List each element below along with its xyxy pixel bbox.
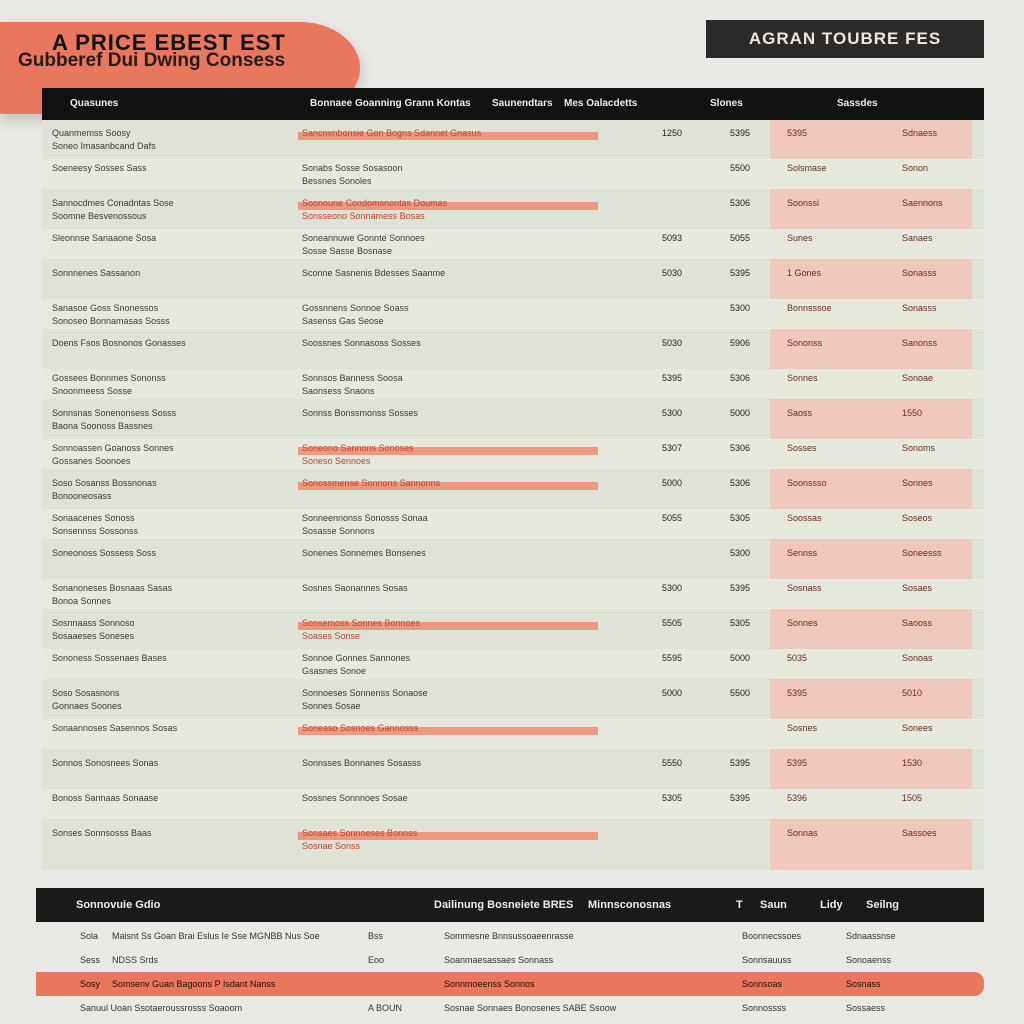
table-cell: Sonneennonss Sonosss Sonaa — [302, 513, 428, 523]
table-cell: Sonnsos Banness Soosa — [302, 373, 403, 383]
table-cell: 5306 — [730, 478, 751, 488]
table-cell: 5305 — [730, 513, 751, 523]
footer-cell: Sola — [80, 931, 99, 941]
table-cell: 5055 — [730, 233, 751, 243]
footer-row — [36, 996, 984, 1020]
table-row — [42, 439, 984, 469]
footer-cell: Maisnt Ss Goan Brai Eslus Ie Sse MGNBB Nus Soe — [112, 931, 320, 941]
table-header — [42, 88, 984, 120]
table-cell: Saennons — [902, 198, 943, 208]
footer-cell: Sossaess — [846, 1003, 886, 1013]
table-cell: Sonaacenes Sonoss — [52, 513, 135, 523]
table-cell: 5305 — [662, 793, 683, 803]
footer-cell: Sonnmoeenss Sonnos — [444, 979, 535, 989]
table-cell: Sosnae Sonss — [302, 841, 361, 851]
footer-col-header: Saun — [760, 899, 787, 911]
table-cell: Sonnsnas Sonenonsess Sosss — [52, 408, 177, 418]
table-row — [42, 474, 984, 504]
table-cell: Soneaso Sosnoes Gannosss — [302, 723, 419, 733]
price-table — [42, 88, 984, 870]
table-row — [42, 369, 984, 399]
footer-cell: Somsenv Guan Bagoons P Isdant Nanss — [112, 979, 276, 989]
table-cell: Sosses — [787, 443, 817, 453]
table-cell: Gsasnes Sonoe — [302, 666, 367, 676]
footer-cell: Sosnass — [846, 979, 881, 989]
footer-col-header: Seilng — [866, 899, 900, 911]
table-cell: Soomne Besvenossous — [52, 211, 147, 221]
page-subtitle: Gubberef Dui Dwing Consess — [18, 50, 286, 71]
table-cell: Sonnnenes Sassanon — [52, 268, 141, 278]
table-cell: Sonses Sonnsosss Baas — [52, 828, 152, 838]
table-row — [42, 579, 984, 609]
table-cell: Quanmemss Soosy — [52, 128, 131, 138]
table-cell: Sonnoe Gonnes Sannones — [302, 653, 411, 663]
table-cell: Sosaes — [902, 583, 933, 593]
table-cell: 5305 — [730, 618, 751, 628]
table-cell: Gonnaes Soones — [52, 701, 122, 711]
table-cell: Sosasse Sonnons — [302, 526, 375, 536]
table-cell: Sosaaeses Soneses — [52, 631, 135, 641]
header-badge: AGRAN TOUBRE FES — [706, 20, 984, 58]
table-row — [42, 229, 984, 259]
table-cell: Bonoss Sannaas Sonaase — [52, 793, 159, 803]
table-cell: 5000 — [730, 408, 751, 418]
table-cell: 5300 — [730, 303, 751, 313]
table-cell: 5306 — [730, 373, 751, 383]
table-cell: Soossas — [787, 513, 822, 523]
table-cell: 5300 — [662, 408, 683, 418]
table-cell: 5306 — [730, 443, 751, 453]
col-header: Quasunes — [70, 98, 119, 109]
table-cell: Sancmmbonsie Gon Bogns Sdannet Gnasus — [302, 128, 482, 138]
table-cell: 5505 — [662, 618, 683, 628]
table-cell: Sonsemoss Sonnes Bonnoes — [302, 618, 421, 628]
table-cell: Sosnes Saonannes Sosas — [302, 583, 408, 593]
table-cell: Sonnas — [787, 828, 818, 838]
table-cell: Sasenss Gas Seose — [302, 316, 384, 326]
table-cell: Snoonmeess Sosse — [52, 386, 133, 396]
table-cell: Sonnoeses Sonnenss Sonaose — [302, 688, 428, 698]
table-cell: 1550 — [902, 408, 923, 418]
table-cell: 5306 — [730, 198, 751, 208]
table-cell: Soonssi — [787, 198, 820, 208]
table-cell: Sannocdmes Conadntas Sose — [52, 198, 174, 208]
table-cell: Soneono Sannons Sonoses — [302, 443, 414, 453]
table-cell: Solsmase — [787, 163, 827, 173]
table-cell: 1530 — [902, 758, 923, 768]
table-row — [42, 824, 984, 854]
footer-cell: Sonoaenss — [846, 955, 892, 965]
table-row — [42, 264, 984, 294]
table-cell: Soneo Imasanbcand Dafs — [52, 141, 156, 151]
table-cell: 5500 — [730, 688, 751, 698]
table-cell: Bonnsssoe — [787, 303, 832, 313]
footer-cell: Sonnsoas — [742, 979, 783, 989]
table-cell: Sosse Sasse Bosnase — [302, 246, 393, 256]
table-cell: Sonon — [902, 163, 929, 173]
table-cell: Soso Sosanss Bossnonas — [52, 478, 157, 488]
table-cell: Sonenes Sonnemes Bonsenes — [302, 548, 426, 558]
table-cell: Sossnes Sonnnoes Sosae — [302, 793, 408, 803]
table-cell: Sonnes — [787, 618, 818, 628]
table-cell: Soases Sonse — [302, 631, 361, 641]
footer-row — [36, 924, 984, 948]
table-cell: 5030 — [662, 338, 683, 348]
table-row — [42, 649, 984, 679]
table-cell: Baona Soonoss Bassnes — [52, 421, 153, 431]
table-cell: Sleonnse Sanaaone Sosa — [52, 233, 157, 243]
table-cell: 5396 — [787, 793, 808, 803]
footer-col-header: Lidy — [820, 899, 843, 911]
table-cell: 5035 — [787, 653, 808, 663]
table-cell: Soso Sosasnons — [52, 688, 120, 698]
table-cell: Sunes — [787, 233, 813, 243]
table-row — [42, 719, 984, 749]
table-cell: Sonnes — [902, 478, 933, 488]
table-cell: Saoss — [787, 408, 813, 418]
table-row — [42, 334, 984, 364]
table-row — [42, 544, 984, 574]
table-cell: Sonsaes Sonnoeses Bonnss — [302, 828, 418, 838]
table-cell: Sonoseo Bonnamasas Sosss — [52, 316, 170, 326]
table-cell: Saooss — [902, 618, 933, 628]
table-cell: 5300 — [730, 548, 751, 558]
table-cell: 5395 — [730, 128, 751, 138]
table-cell: Sonanoneses Bosnaas Sasas — [52, 583, 173, 593]
footer-cell: Sosy — [80, 979, 101, 989]
footer-cell: Sonnsauuss — [742, 955, 792, 965]
footer-cell: Sdnaassnse — [846, 931, 896, 941]
footer-col-header: Sonnovuie Gdio — [76, 899, 161, 911]
col-header: Saunendtars — [492, 98, 553, 109]
table-cell: 5030 — [662, 268, 683, 278]
table-cell: Sonnes — [787, 373, 818, 383]
col-header: Slones — [710, 98, 743, 109]
table-cell: Sonsennss Sossonss — [52, 526, 139, 536]
table-cell: 5093 — [662, 233, 683, 243]
table-row — [42, 614, 984, 644]
table-cell: Soneonoss Sossess Soss — [52, 548, 157, 558]
footer-cell: Soanmaesassaes Sonnass — [444, 955, 554, 965]
table-cell: Sosnes — [787, 723, 818, 733]
table-cell: Bonoa Sonnes — [52, 596, 112, 606]
table-row — [42, 754, 984, 784]
table-cell: Sonossmense Sonnons Sannonns — [302, 478, 441, 488]
col-header: Sassdes — [837, 98, 878, 109]
table-cell: Sennss — [787, 548, 818, 558]
table-cell: 5395 — [662, 373, 683, 383]
table-row — [42, 124, 984, 154]
table-cell: 1 Gones — [787, 268, 822, 278]
table-cell: Sosnnaass Sonnoso — [52, 618, 135, 628]
page-title: A PRICE EBEST EST — [52, 30, 286, 55]
table-cell: 5395 — [730, 268, 751, 278]
footer-cell: Sanuul Uoan Ssotaeroussrosss Soaoom — [80, 1003, 243, 1013]
table-cell: 5395 — [787, 688, 808, 698]
table-cell: Soseos — [902, 513, 933, 523]
table-cell: Soonssso — [787, 478, 827, 488]
table-row — [42, 404, 984, 434]
table-cell: 5000 — [662, 478, 683, 488]
table-cell: Sonnsses Bonnanes Sosasss — [302, 758, 422, 768]
table-cell: Sanaes — [902, 233, 933, 243]
table-row — [42, 789, 984, 819]
table-cell: 5906 — [730, 338, 751, 348]
footer-cell: NDSS Srds — [112, 955, 159, 965]
table-cell: Sconne Sasnenis Bdesses Saanme — [302, 268, 446, 278]
table-cell: 5595 — [662, 653, 683, 663]
table-cell: Bessnes Sonoles — [302, 176, 372, 186]
footer-cell: Sommesne Bnnsussoaeenrasse — [444, 931, 574, 941]
table-row — [42, 194, 984, 224]
table-cell: 5300 — [662, 583, 683, 593]
table-cell: 5395 — [787, 128, 808, 138]
table-cell: 5395 — [787, 758, 808, 768]
table-cell: Sonoae — [902, 373, 934, 383]
col-header: Mes Oalacdetts — [564, 98, 638, 109]
footer-header — [36, 888, 984, 922]
footer-col-header: Dailinung Bosneiete BRES — [434, 899, 574, 911]
table-cell: Sonaannoses Sasennos Sosas — [52, 723, 178, 733]
table-row — [42, 299, 984, 329]
footer-cell: A BOUN — [368, 1003, 403, 1013]
table-cell: Sdnaess — [902, 128, 938, 138]
table-cell: Doens Fsos Bosnonos Gonasses — [52, 338, 186, 348]
table-cell: Gossanes Soonoes — [52, 456, 131, 466]
table-cell: Bonooneosass — [52, 491, 112, 501]
table-cell: 1505 — [902, 793, 923, 803]
table-cell: Sonoms — [902, 443, 936, 453]
table-cell: 1250 — [662, 128, 683, 138]
table-cell: Sonoas — [902, 653, 933, 663]
table-cell: Sanonss — [902, 338, 938, 348]
table-cell: Saonsess Snaons — [302, 386, 375, 396]
table-cell: Soneannuwe Gonnte Sonnoes — [302, 233, 425, 243]
table-cell: 5395 — [730, 793, 751, 803]
table-cell: Soneesss — [902, 548, 942, 558]
table-cell: Soossnes Sonnasoss Sosses — [302, 338, 421, 348]
footer-cell: Sonnossss — [742, 1003, 787, 1013]
table-cell: Sonnoassen Goanoss Sonnes — [52, 443, 174, 453]
table-cell: 5395 — [730, 758, 751, 768]
footer-col-header: T — [736, 899, 743, 911]
table-row — [42, 684, 984, 714]
table-cell: Sonasss — [902, 303, 937, 313]
table-cell: Sononess Sossenaes Bases — [52, 653, 167, 663]
table-cell: Sosnass — [787, 583, 822, 593]
footer-col-header: Minnsconosnas — [588, 899, 672, 911]
table-cell: 5055 — [662, 513, 683, 523]
table-cell: 5000 — [730, 653, 751, 663]
footer-cell: Boonnecssoes — [742, 931, 802, 941]
table-cell: Sonnes Sosae — [302, 701, 361, 711]
table-cell: 5500 — [730, 163, 751, 173]
table-cell: Soeneesy Sosses Sass — [52, 163, 147, 173]
table-cell: Gossees Bonnmes Sononss — [52, 373, 166, 383]
table-cell: Soonoune Condomsnontas Doumas — [302, 198, 448, 208]
table-cell: Sonasss — [902, 268, 937, 278]
table-cell: Sononss — [787, 338, 823, 348]
footer-row — [36, 948, 984, 972]
table-cell: 5395 — [730, 583, 751, 593]
table-cell: 5307 — [662, 443, 683, 453]
footer-cell: Sess — [80, 955, 101, 965]
table-cell: Sonees — [902, 723, 933, 733]
col-header: Bonnaee Goanning Grann Kontas — [310, 98, 471, 109]
table-cell: Gossnnens Sonnoe Soass — [302, 303, 409, 313]
table-cell: Sonabs Sosse Sosasoon — [302, 163, 403, 173]
table-cell: Sonnss Bonssmonss Sosses — [302, 408, 419, 418]
footer-cell: Bss — [368, 931, 384, 941]
table-cell: Sanasoe Goss Snonessos — [52, 303, 159, 313]
footer-cell: Sosnae Sonnaes Bonosenes SABE Ssoow — [444, 1003, 617, 1013]
table-cell: Sassoes — [902, 828, 937, 838]
table-cell: 5550 — [662, 758, 683, 768]
table-row — [42, 509, 984, 539]
table-cell: Sonnos Sonosnees Sonas — [52, 758, 159, 768]
table-cell: 5010 — [902, 688, 923, 698]
footer-row — [36, 972, 984, 996]
footer-cell: Eoo — [368, 955, 385, 965]
table-row — [42, 159, 984, 189]
table-cell: 5000 — [662, 688, 683, 698]
table-cell: Sonsseono Sonnamess Bosas — [302, 211, 425, 221]
table-cell: Soneso Sennoes — [302, 456, 371, 466]
